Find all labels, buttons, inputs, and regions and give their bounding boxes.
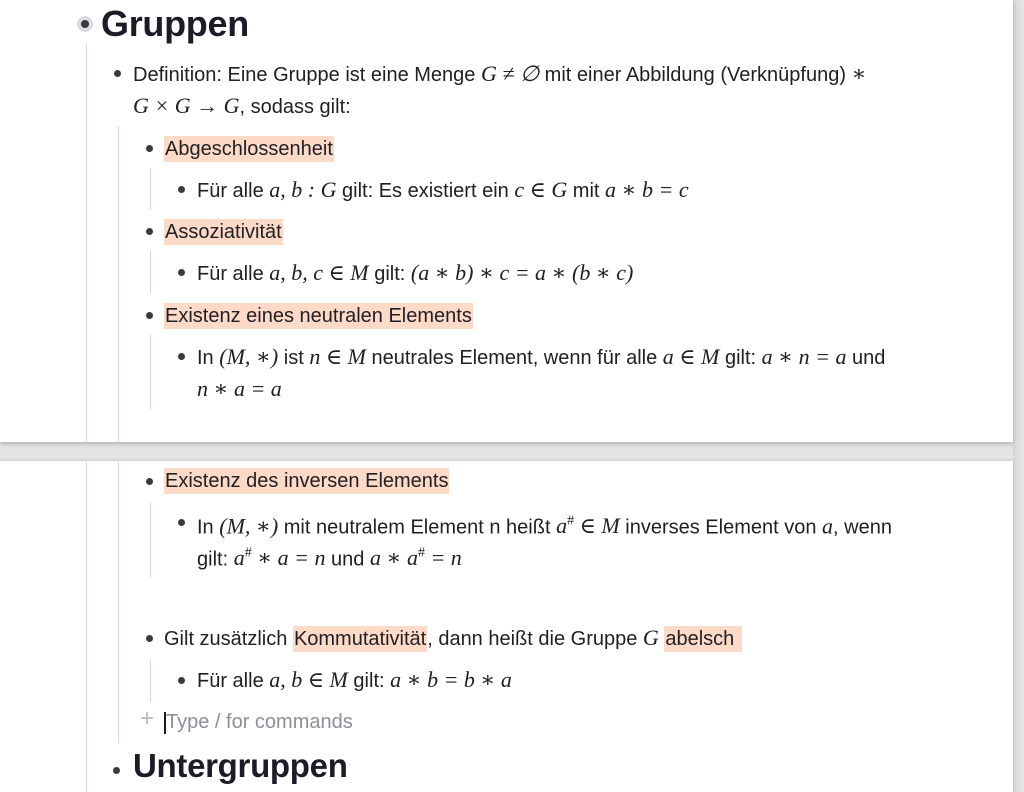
indent-guide-level2 [118, 461, 119, 743]
math [370, 545, 462, 570]
text: In [197, 516, 220, 539]
bullet-icon[interactable] [178, 186, 185, 193]
math-set: G ≠ ∅ [480, 61, 540, 86]
math-sup: # [417, 546, 425, 561]
math-base: a ∗ a [369, 545, 418, 571]
text: gilt: Es existiert ein [336, 180, 515, 202]
heading-untergruppen[interactable]: Untergruppen [133, 747, 348, 784]
math-sup: # [567, 514, 575, 529]
bullet-icon[interactable] [146, 228, 153, 235]
highlighted-text: Existenz eines neutralen Elements [165, 305, 472, 327]
indent-guide-level1 [86, 44, 87, 442]
axiom-neutral-title[interactable] [164, 300, 473, 332]
text: mit [567, 180, 606, 202]
math: (a ∗ b) ∗ c = a ∗ (b ∗ c) [410, 260, 634, 285]
indent-guide-level3 [150, 503, 151, 577]
indent-guide-level2 [118, 126, 119, 442]
math: G [642, 625, 659, 650]
text: Für alle [197, 180, 270, 202]
math-base: a [556, 513, 568, 539]
text: gilt: [368, 263, 411, 285]
indent-guide-level3 [150, 660, 151, 702]
indent-guide-level3 [150, 168, 151, 210]
bullet-dot-icon [81, 20, 89, 28]
math: c ∈ G [514, 177, 568, 202]
axiom-closure-detail[interactable] [197, 174, 689, 207]
axiom-closure-title[interactable] [164, 133, 334, 165]
math-rest: ∈ M [574, 513, 620, 539]
text: ist [278, 347, 310, 369]
axiom-neutral-detail-line2[interactable] [197, 373, 282, 406]
commutativity-detail[interactable] [197, 664, 512, 697]
math: n ∈ M [309, 344, 366, 369]
indent-guide-level3 [150, 251, 151, 293]
definition-line2[interactable] [133, 90, 351, 123]
text: In [197, 347, 220, 369]
math: a ∈ M [662, 344, 720, 369]
text: inverses Element von [619, 516, 823, 539]
text: Für alle [197, 263, 270, 285]
text: gilt: [347, 670, 391, 692]
commutativity-line[interactable] [164, 622, 742, 655]
math: n ∗ a = a [197, 376, 282, 401]
bullet-icon[interactable] [146, 635, 153, 642]
math: a [822, 513, 834, 539]
text: gilt: [719, 347, 762, 369]
axiom-associativity-title[interactable] [164, 216, 283, 248]
definition-text: mit einer Abbildung (Verknüpfung) [539, 64, 852, 86]
definition-text: Definition: Eine Gruppe ist eine Menge [133, 64, 481, 86]
math: a ∗ b = b ∗ a [390, 667, 512, 692]
axiom-neutral-detail-line1[interactable] [197, 341, 885, 374]
text: mit neutralem Element n heißt [278, 516, 557, 539]
math-operator: ∗ [851, 61, 867, 86]
bullet-icon[interactable] [178, 269, 185, 276]
math: a, b : G [269, 177, 337, 202]
collapse-bullet[interactable] [77, 16, 93, 32]
bullet-icon[interactable] [146, 145, 153, 152]
window-edge [1013, 0, 1024, 792]
text: , wenn [833, 516, 892, 539]
axiom-inverse-detail-line2[interactable] [197, 538, 462, 575]
math [556, 513, 620, 538]
math [234, 545, 326, 570]
bullet-icon[interactable] [114, 70, 121, 77]
math-base: a [233, 545, 245, 571]
math: a, b, c ∈ M [269, 260, 369, 285]
math: (M, ∗) [219, 344, 279, 369]
axiom-inverse-title[interactable] [164, 465, 449, 497]
text: gilt: [197, 548, 234, 571]
text: Gilt zusätzlich [164, 628, 293, 650]
indent-guide-level3 [150, 335, 151, 409]
math-rest: ∗ a = n [251, 545, 326, 571]
highlighted-text: Abgeschlossenheit [165, 138, 333, 160]
text: neutrales Element, wenn für alle [365, 347, 663, 369]
new-block-input[interactable]: Type / for commands [166, 711, 353, 733]
indent-guide-level1 [86, 461, 87, 792]
definition-line1[interactable] [133, 58, 867, 91]
highlighted-text: Kommutativität [293, 628, 427, 650]
math: a ∗ b = c [605, 177, 689, 202]
text: Für alle [197, 670, 270, 692]
math: (M, ∗) [219, 513, 279, 539]
text: und [846, 347, 886, 369]
text: und [325, 548, 370, 571]
math: a ∗ n = a [761, 344, 847, 369]
add-block-plus-icon[interactable]: + [140, 705, 155, 732]
highlighted-text: Assoziativität [165, 221, 282, 243]
math-rest: = n [424, 545, 462, 571]
bullet-icon[interactable] [113, 767, 120, 774]
math: a, b ∈ M [269, 667, 348, 692]
bullet-icon[interactable] [146, 312, 153, 319]
definition-text: , sodass gilt: [239, 96, 351, 118]
bullet-icon[interactable] [146, 478, 153, 485]
text: , dann heißt die Gruppe [427, 628, 643, 650]
math-sup: # [244, 546, 252, 561]
math-mapping: G × G → G [133, 93, 240, 118]
axiom-associativity-detail[interactable] [197, 257, 633, 290]
highlighted-text: Existenz des inversen Elements [165, 470, 449, 492]
bullet-icon[interactable] [178, 677, 185, 684]
bullet-icon[interactable] [178, 519, 185, 526]
bullet-icon[interactable] [178, 353, 185, 360]
heading-gruppen[interactable]: Gruppen [101, 3, 249, 44]
highlighted-text: abelsch [664, 626, 742, 652]
page-panel-bottom [0, 461, 1013, 792]
